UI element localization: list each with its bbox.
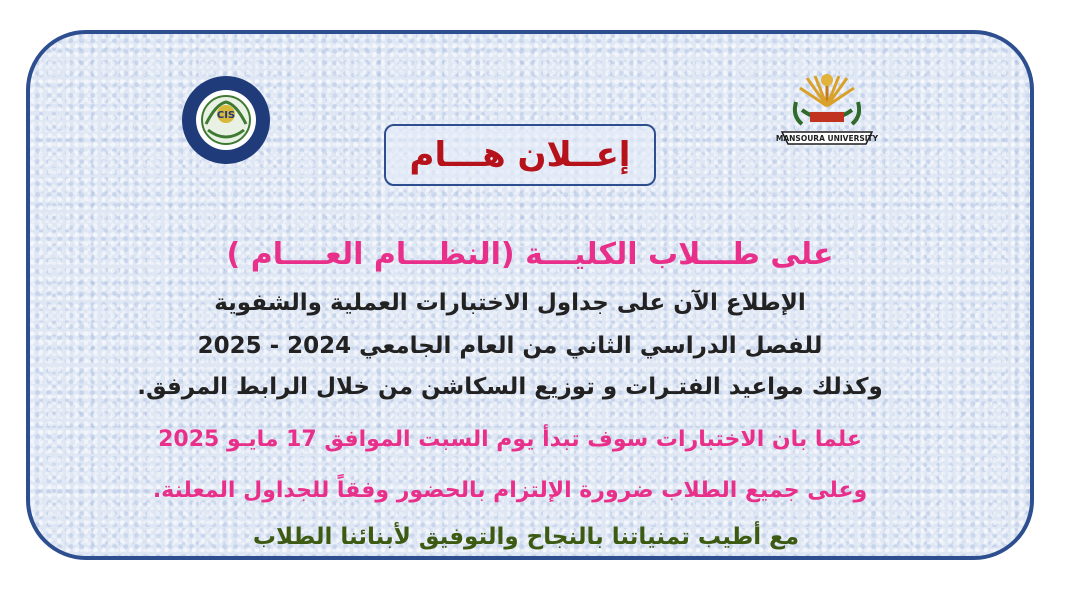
attendance-line: وعلى جميع الطلاب ضرورة الإلتزام بالحضور وفقاً للجداول المعلنة. [152,478,868,503]
university-emblem-icon [772,66,882,152]
announcement-card [26,30,1034,560]
university-logo [772,66,882,152]
faculty-seal-icon [176,74,276,166]
schedule-link-line: وكذلك مواعيد الفتـرات و توزيع السكاشن من خلال الرابط المرفق. [137,374,883,400]
audience-line: على طـــلاب الكليـــة (النظـــام العــــام ) [226,237,834,272]
term-line: للفصل الدراسي الثاني من العام الجامعي 2024 - 2025 [197,333,823,359]
announcement-title: إعــلان هـــام [409,135,631,175]
svg-text:MANSOURA UNIVERSITY: MANSOURA UNIVERSITY [775,134,879,143]
access-line: الإطلاع الآن على جداول الاختبارات العملية والشفوية [214,290,806,316]
exam-start-line: علما بان الاختبارات سوف تبدأ يوم السبت الموافق 17 مايـو 2025 [158,427,862,452]
wishes-line: مع أطيب تمنياتنا بالنجاح والتوفيق لأبنائنا الطلاب [252,524,800,550]
faculty-logo [176,74,276,166]
svg-text:CIS: CIS [216,110,236,121]
announcement-title-box [384,124,656,186]
